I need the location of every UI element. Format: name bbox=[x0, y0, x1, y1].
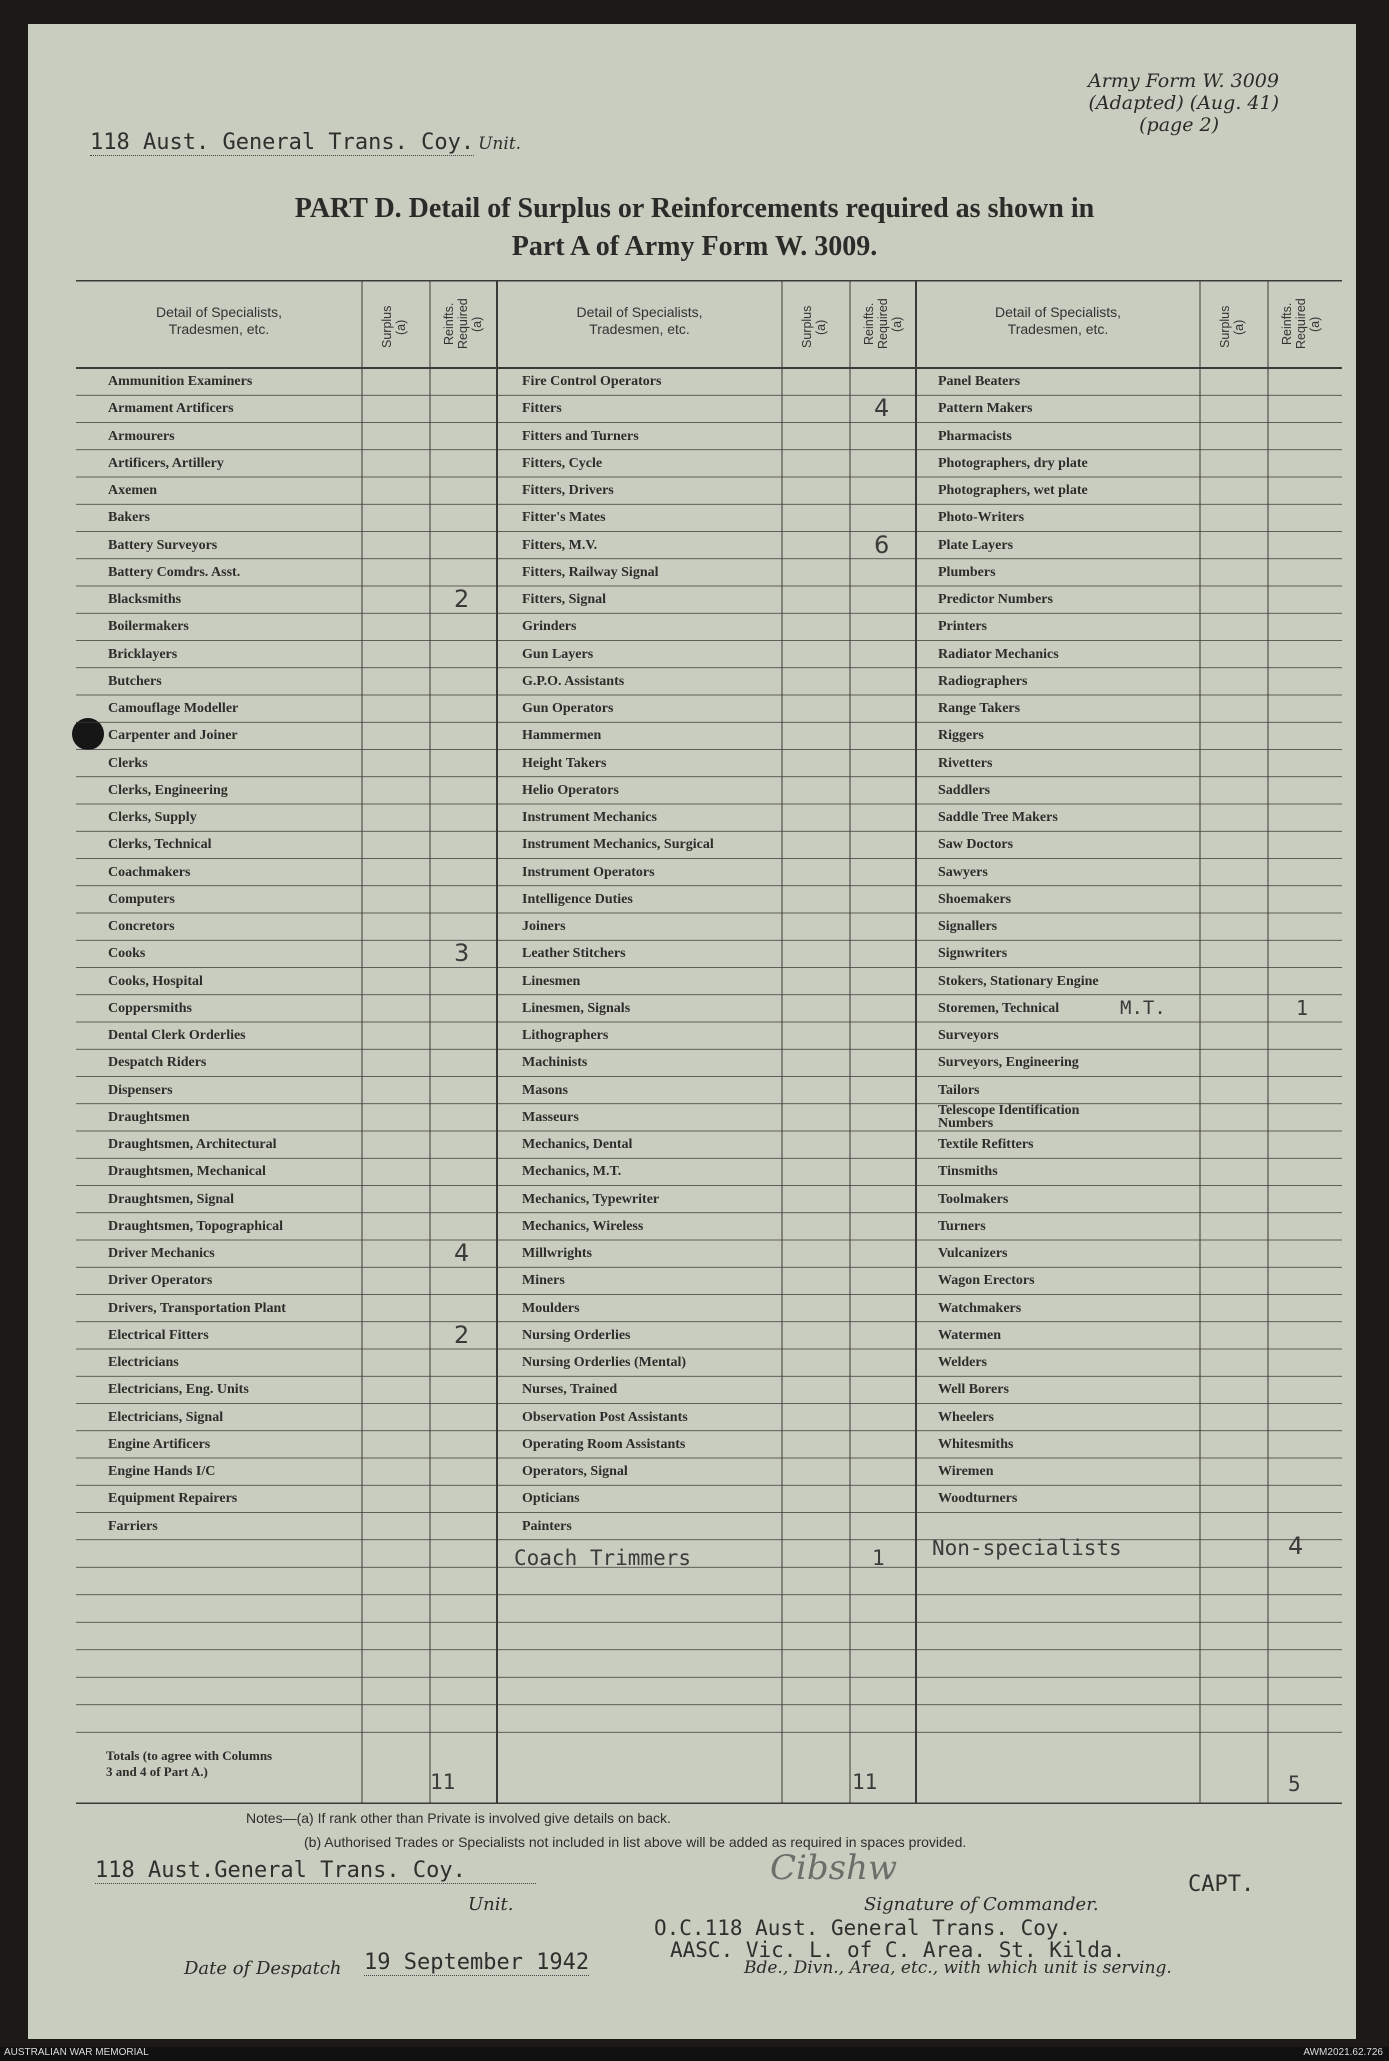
trade-label: Draughtsmen bbox=[108, 1109, 190, 1125]
trade-label: Armourers bbox=[108, 428, 175, 444]
trade-label: Sawyers bbox=[938, 864, 988, 880]
trade-label: Blacksmiths bbox=[108, 592, 182, 607]
trade-label: Mechanics, Typewriter bbox=[522, 1191, 660, 1207]
trade-label: Fitters, Railway Signal bbox=[522, 564, 659, 580]
trade-label: Photographers, wet plate bbox=[938, 483, 1088, 498]
trade-label: Vulcanizers bbox=[938, 1246, 1008, 1261]
trade-label: Surveyors bbox=[938, 1028, 999, 1043]
form-reference bbox=[1088, 70, 1279, 136]
trade-label: Leather Stitchers bbox=[522, 946, 626, 962]
trade-label: Electricians, Eng. Units bbox=[108, 1382, 249, 1398]
trade-label: G.P.O. Assistants bbox=[522, 673, 625, 689]
form-ref-line3: (page 2) bbox=[1139, 114, 1219, 136]
trade-label: Instrument Mechanics, Surgical bbox=[522, 837, 714, 853]
despatch-date: 19 September 1942 bbox=[364, 1950, 590, 1975]
trade-label: Radiator Mechanics bbox=[938, 646, 1059, 662]
trade-label: Turners bbox=[938, 1218, 986, 1234]
trade-label: Carpenter and Joiner bbox=[108, 728, 238, 744]
reinfts-storemen-technical: 1 bbox=[1296, 995, 1309, 1020]
trade-label: Mechanics, M.T. bbox=[522, 1164, 622, 1180]
total-col3: 5 bbox=[1288, 1772, 1301, 1797]
trade-label: Mechanics, Dental bbox=[522, 1137, 633, 1152]
trade-label: Fire Control Operators bbox=[522, 374, 662, 389]
signature-label: Signature of Commander. bbox=[864, 1894, 1099, 1915]
trade-label: Plate Layers bbox=[938, 537, 1014, 553]
trade-label: Textile Refitters bbox=[938, 1137, 1034, 1152]
trade-label: Draughtsmen, Topographical bbox=[108, 1218, 284, 1234]
reinfts-fitters-mv: 6 bbox=[874, 530, 890, 559]
trade-label: Driver Operators bbox=[108, 1273, 213, 1289]
trade-label: Rivetters bbox=[938, 755, 993, 771]
specialists-table bbox=[76, 280, 1342, 1804]
trade-label: Clerks bbox=[108, 755, 148, 771]
reinfts-column-header: Reinfts. Required (a) bbox=[862, 298, 904, 350]
trade-label: Signallers bbox=[938, 919, 998, 934]
totals-label: Totals (to agree with Columns 3 and 4 of Part A.) bbox=[106, 1748, 273, 1780]
trade-label: Nurses, Trained bbox=[522, 1382, 618, 1398]
table-grid bbox=[76, 280, 1342, 1804]
trade-label: Fitter's Mates bbox=[522, 510, 606, 526]
trade-label: Gun Operators bbox=[522, 701, 614, 716]
detail-column-header: Detail of Specialists, Tradesmen, etc. bbox=[576, 304, 703, 337]
non-specialists-label: Non-specialists bbox=[932, 1535, 1122, 1560]
trade-label: Painters bbox=[522, 1518, 572, 1534]
detail-column-header: Detail of Specialists, Tradesmen, etc. bbox=[994, 304, 1122, 337]
trade-label: Shoemakers bbox=[938, 891, 1012, 907]
footer-unit-label: Unit. bbox=[468, 1894, 514, 1915]
trade-label: Concretors bbox=[108, 919, 175, 934]
trade-label: Butchers bbox=[108, 673, 162, 689]
footer-unit bbox=[95, 1858, 536, 1883]
trade-label: Armament Artificers bbox=[108, 401, 234, 417]
despatch-label: Date of Despatch bbox=[184, 1958, 342, 1979]
trade-label: Predictor Numbers bbox=[938, 592, 1053, 607]
trade-label: Farriers bbox=[108, 1518, 158, 1534]
trade-label: Instrument Mechanics bbox=[522, 810, 657, 825]
unit-label-top: Unit. bbox=[478, 134, 522, 154]
trade-label: Instrument Operators bbox=[522, 864, 655, 880]
trade-label: Woodturners bbox=[938, 1491, 1018, 1507]
trade-label: Observation Post Assistants bbox=[522, 1409, 688, 1425]
trade-label: Driver Mechanics bbox=[108, 1246, 215, 1261]
surplus-column-header: Surplus (a) bbox=[1218, 305, 1246, 349]
total-col1: 11 bbox=[430, 1770, 456, 1795]
reinfts-blacksmiths: 2 bbox=[454, 585, 470, 613]
trade-label: Electrical Fitters bbox=[108, 1327, 209, 1343]
total-col2: 11 bbox=[852, 1770, 878, 1795]
trade-label: Boilermakers bbox=[108, 619, 189, 635]
trade-label: Moulders bbox=[522, 1300, 580, 1316]
trade-label: Operating Room Assistants bbox=[522, 1436, 686, 1452]
trade-label: Millwrights bbox=[522, 1246, 592, 1261]
trade-label: Plumbers bbox=[938, 564, 996, 580]
trade-label: Engine Artificers bbox=[108, 1436, 211, 1452]
reinfts-cooks: 3 bbox=[454, 939, 470, 968]
trade-label: Clerks, Supply bbox=[108, 810, 197, 825]
trade-label: Masons bbox=[522, 1082, 568, 1098]
trade-label: Fitters, Signal bbox=[522, 592, 606, 607]
trade-label: Clerks, Technical bbox=[108, 837, 212, 853]
trade-label: Ammunition Examiners bbox=[108, 374, 253, 389]
trade-label: Computers bbox=[108, 891, 175, 907]
surplus-column-header: Surplus (a) bbox=[380, 305, 408, 349]
footer-unit-value: 118 Aust.General Trans. Coy. bbox=[95, 1858, 536, 1884]
form-ref-line2: (Adapted) (Aug. 41) bbox=[1088, 92, 1279, 114]
trade-label: Cooks, Hospital bbox=[108, 973, 203, 989]
trade-label: Fitters, M.V. bbox=[522, 537, 598, 553]
trade-label: Opticians bbox=[522, 1491, 580, 1507]
trade-label: Equipment Repairers bbox=[108, 1491, 238, 1507]
trade-label: Lithographers bbox=[522, 1028, 609, 1043]
trade-label: Joiners bbox=[522, 919, 566, 934]
trade-label: Tailors bbox=[938, 1082, 980, 1098]
form-ref-line1: Army Form W. 3009 bbox=[1088, 70, 1279, 92]
trade-label: Clerks, Engineering bbox=[108, 782, 228, 798]
trade-label: Despatch Riders bbox=[108, 1055, 207, 1071]
trade-label: Watermen bbox=[938, 1327, 1001, 1343]
trade-label: Coppersmiths bbox=[108, 1000, 193, 1016]
trade-label: Wheelers bbox=[938, 1409, 994, 1425]
commander-line2: AASC. Vic. L. of C. Area. St. Kilda. bbox=[670, 1938, 1126, 1962]
reinfts-column-header: Reinfts. Required (a) bbox=[1280, 298, 1322, 350]
trade-label: Welders bbox=[938, 1355, 987, 1370]
trade-label: Mechanics, Wireless bbox=[522, 1218, 644, 1234]
trade-label: Surveyors, Engineering bbox=[938, 1055, 1079, 1071]
trade-label: Dispensers bbox=[108, 1082, 173, 1098]
trade-label: Saddlers bbox=[938, 782, 991, 798]
trade-label: Photo-Writers bbox=[938, 510, 1025, 526]
trade-label: Electricians bbox=[108, 1355, 179, 1370]
trade-label: Draughtsmen, Signal bbox=[108, 1191, 235, 1207]
title-line1: PART D. Detail of Surplus or Reinforcements required as shown in bbox=[294, 193, 1095, 224]
trade-label: Engine Hands I/C bbox=[108, 1464, 216, 1479]
trade-label: Fitters, Drivers bbox=[522, 483, 614, 498]
trade-label: Masseurs bbox=[522, 1109, 579, 1125]
trade-label: Radiographers bbox=[938, 673, 1028, 689]
reinfts-fitters: 4 bbox=[874, 394, 890, 423]
trade-label: Operators, Signal bbox=[522, 1464, 628, 1479]
trade-label: Height Takers bbox=[522, 755, 607, 771]
trade-label: Nursing Orderlies bbox=[522, 1327, 631, 1343]
trade-label: Cooks bbox=[108, 946, 146, 962]
trade-label: Pharmacists bbox=[938, 428, 1012, 444]
trade-label: Miners bbox=[522, 1273, 565, 1289]
archive-bar bbox=[0, 2047, 1389, 2061]
trade-label: Fitters, Cycle bbox=[522, 455, 603, 471]
trade-label: Drivers, Transportation Plant bbox=[108, 1300, 286, 1316]
trade-label: Well Borers bbox=[938, 1382, 1009, 1398]
unit-value-top: 118 Aust. General Trans. Coy. bbox=[90, 130, 475, 155]
surplus-column-header: Surplus (a) bbox=[800, 305, 828, 349]
trade-label: Bakers bbox=[108, 510, 150, 526]
reinfts-driver-mechanics: 4 bbox=[454, 1239, 470, 1267]
trade-label: Machinists bbox=[522, 1055, 588, 1071]
trade-label: Battery Comdrs. Asst. bbox=[108, 564, 241, 580]
trade-label: Tinsmiths bbox=[938, 1164, 998, 1180]
trade-label: Camouflage Modeller bbox=[108, 701, 239, 716]
trade-label: Toolmakers bbox=[938, 1191, 1009, 1207]
trade-label: Whitesmiths bbox=[938, 1436, 1014, 1452]
coach-trimmers-label: Coach Trimmers bbox=[514, 1545, 692, 1570]
title-line2: Part A of Army Form W. 3009. bbox=[511, 231, 878, 262]
trade-label: Hammermen bbox=[522, 728, 602, 744]
trade-label: Fitters bbox=[522, 401, 562, 417]
trade-label: Linesmen bbox=[522, 973, 581, 989]
trade-label: Gun Layers bbox=[522, 646, 594, 662]
commander-signature: Cibshw bbox=[770, 1848, 898, 1888]
trade-label: Watchmakers bbox=[938, 1300, 1022, 1316]
trade-label: Range Takers bbox=[938, 701, 1021, 716]
detail-column-header: Detail of Specialists, Tradesmen, etc. bbox=[155, 304, 283, 337]
trade-label: Bricklayers bbox=[108, 646, 178, 662]
trade-label: Dental Clerk Orderlies bbox=[108, 1028, 246, 1043]
bde-label: Bde., Divn., Area, etc., with which unit is serving. bbox=[744, 1958, 1172, 1978]
trade-label: Draughtsmen, Mechanical bbox=[108, 1164, 266, 1180]
trade-label: Coachmakers bbox=[108, 864, 191, 880]
form-title bbox=[0, 190, 1389, 266]
trade-label: Linesmen, Signals bbox=[522, 1000, 631, 1016]
trade-label: Pattern Makers bbox=[938, 401, 1033, 417]
trade-label: Photographers, dry plate bbox=[938, 455, 1088, 471]
trade-label: Storemen, Technical bbox=[938, 1000, 1060, 1016]
trade-label: Stokers, Stationary Engine bbox=[938, 973, 1099, 989]
trade-label: Draughtsmen, Architectural bbox=[108, 1137, 277, 1152]
trade-label: Signwriters bbox=[938, 946, 1008, 962]
trade-label: Battery Surveyors bbox=[108, 537, 218, 553]
trade-label: Saw Doctors bbox=[938, 837, 1014, 853]
trade-label: Fitters and Turners bbox=[522, 428, 639, 444]
commander-rank: CAPT. bbox=[1188, 1872, 1255, 1897]
trade-label: Axemen bbox=[108, 483, 157, 498]
trade-label: Artificers, Artillery bbox=[108, 455, 224, 471]
trade-label: Helio Operators bbox=[522, 782, 619, 798]
note-line2: (b) Authorised Trades or Specialists not included in list above will be added as required in spaces provided. bbox=[304, 1834, 967, 1850]
trade-label: Intelligence Duties bbox=[522, 891, 633, 907]
trade-label: Grinders bbox=[522, 619, 577, 635]
trade-label: Nursing Orderlies (Mental) bbox=[522, 1355, 687, 1370]
reinfts-coach-trimmers: 1 bbox=[872, 1545, 885, 1570]
trade-label: Printers bbox=[938, 619, 987, 635]
note-line1: Notes—(a) If rank other than Private is involved give details on back. bbox=[246, 1810, 671, 1826]
reinfts-electrical-fitters: 2 bbox=[454, 1320, 470, 1349]
unit-line-top bbox=[90, 130, 521, 155]
trade-label: Wagon Erectors bbox=[938, 1273, 1035, 1289]
trade-label: Telescope Identification Numbers bbox=[938, 1102, 1080, 1131]
storemen-mt-note: M.T. bbox=[1120, 996, 1166, 1019]
credit-left: AUSTRALIAN WAR MEMORIAL bbox=[4, 2047, 149, 2058]
trade-label: Riggers bbox=[938, 728, 984, 744]
trade-label: Electricians, Signal bbox=[108, 1409, 224, 1425]
trade-label: Saddle Tree Makers bbox=[938, 810, 1058, 825]
reinfts-non-specialists: 4 bbox=[1288, 1531, 1304, 1560]
reinfts-column-header: Reinfts. Required (a) bbox=[442, 298, 484, 350]
trade-label: Wiremen bbox=[938, 1464, 994, 1479]
credit-right: AWM2021.62.726 bbox=[1303, 2047, 1383, 2058]
commander-line1: O.C.118 Aust. General Trans. Coy. bbox=[654, 1916, 1072, 1940]
trade-label: Panel Beaters bbox=[938, 374, 1021, 389]
